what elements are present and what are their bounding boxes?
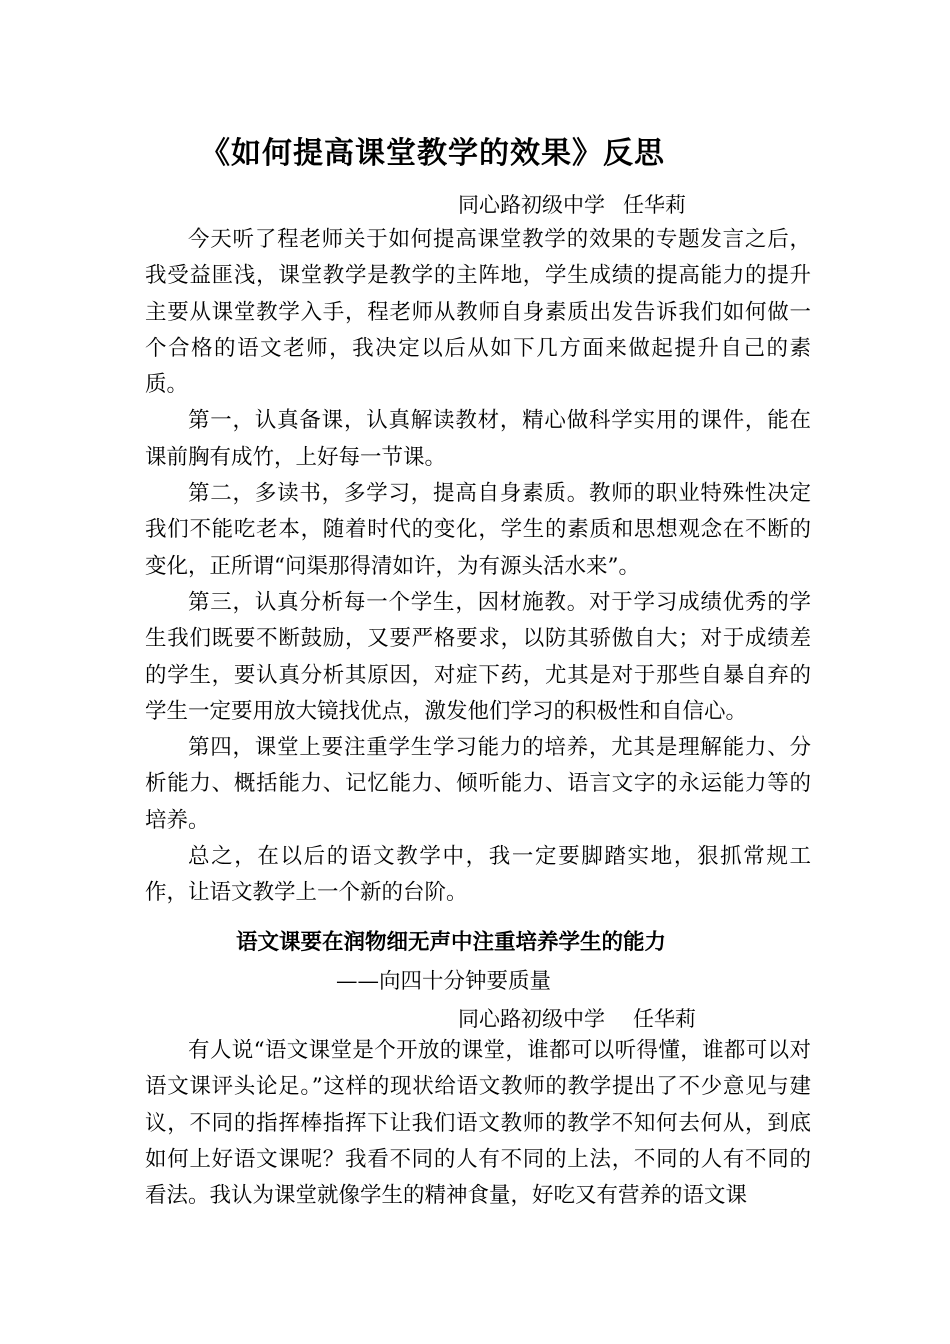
article2-title: 语文课要在润物细无声中注重培养学生的能力 xyxy=(236,930,667,955)
article1-paragraph: 第三，认真分析每一个学生，因材施教。对于学习成绩优秀的学生我们既要不断鼓励，又要严格要求，以防其骄傲自大；对于成绩差的学生，要认真分析其原因，对症下药，尤其是对于那些自暴自弃的学生一定要用放大镜找优点，激发他们学习的积极性和自信心。 xyxy=(145,589,811,724)
article2-author: 任华莉 xyxy=(633,1007,696,1031)
article2-byline xyxy=(458,1003,696,1033)
article2-subtitle: ——向四十分钟要质量 xyxy=(336,969,552,994)
article1-paragraph: 第四，课堂上要注重学生学习能力的培养，尤其是理解能力、分析能力、概括能力、记忆能力、倾听能力、语言文字的永运能力等的培养。 xyxy=(145,735,811,833)
article1-paragraph: 总之，在以后的语文教学中，我一定要脚踏实地，狠抓常规工作，让语文教学上一个新的台阶。 xyxy=(145,844,811,906)
article1-paragraph: 今天听了程老师关于如何提高课堂教学的效果的专题发言之后，我受益匪浅，课堂教学是教学的主阵地，学生成绩的提高能力的提升主要从课堂教学入手，程老师从教师自身素质出发告诉我们如何做一个合格的语文老师，我决定以后从如下几方面来做起提升自己的素质。 xyxy=(145,227,811,398)
article1-byline xyxy=(458,189,686,219)
article1-paragraph: 第二，多读书，多学习，提高自身素质。教师的职业特殊性决定我们不能吃老本，随着时代的变化，学生的素质和思想观念在不断的变化，正所谓“问渠那得清如许，为有源头活水来”。 xyxy=(145,481,811,579)
article2-paragraph: 有人说“语文课堂是个开放的课堂，谁都可以听得懂，谁都可以对语文课评头论足。”这样的现状给语文教师的教学提出了不少意见与建议，不同的指挥棒指挥下让我们语文教师的教学不知何去何从，到底如何上好语文课呢？我看不同的人有不同的上法，不同的人有不同的看法。我认为课堂就像学生的精神食量，好吃又有营养的语文课 xyxy=(145,1038,811,1209)
article2-body xyxy=(145,1033,811,1214)
article1-author: 任华莉 xyxy=(623,193,686,217)
article1-school: 同心路初级中学 xyxy=(458,193,605,217)
article1-body xyxy=(145,222,811,912)
article1-title: 《如何提高课堂教学的效果》反思 xyxy=(200,136,665,171)
article2-school: 同心路初级中学 xyxy=(458,1007,605,1031)
article1-paragraph: 第一，认真备课，认真解读教材，精心做科学实用的课件，能在课前胸有成竹，上好每一节课。 xyxy=(145,408,811,470)
